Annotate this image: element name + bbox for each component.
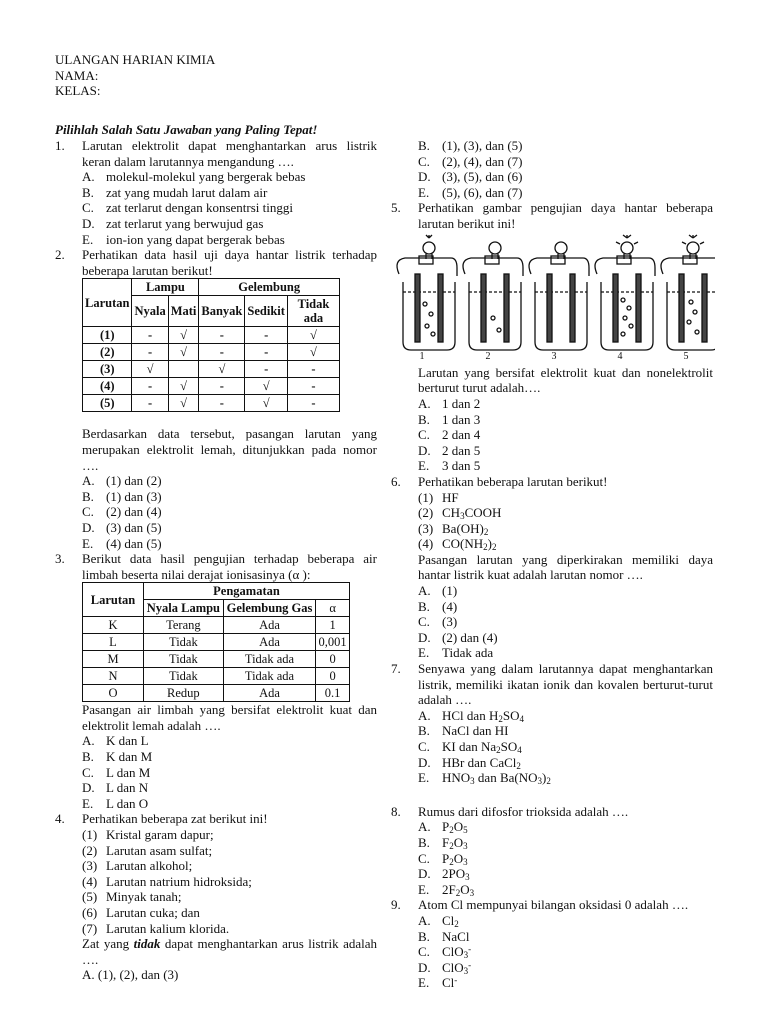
question-5 <box>391 200 713 474</box>
table-cell: K <box>83 617 144 634</box>
option <box>55 733 377 749</box>
question-9 <box>391 897 713 991</box>
table-cell: (2) <box>83 344 132 361</box>
option <box>55 796 377 812</box>
conductivity-table <box>82 278 340 412</box>
question-text: Rumus dari difosfor trioksida adalah …. <box>418 803 629 819</box>
option-letter: E. <box>418 770 430 786</box>
option-letter: B. <box>418 138 430 153</box>
option-letter: C. <box>418 614 430 630</box>
option-letter: C. <box>418 739 430 754</box>
question-number: 6. <box>391 473 401 489</box>
question-followup: Berdasarkan data tersebut, pasangan larutan yang merupakan elektrolit lemah, ditunjukkan pada nomor …. <box>82 426 377 473</box>
option-letter: B. <box>418 411 430 427</box>
option <box>391 882 713 898</box>
option-letter: E. <box>418 645 430 661</box>
table-cell: - <box>245 344 288 361</box>
question-text: Perhatikan beberapa zat berikut ini! <box>82 811 268 827</box>
option <box>55 200 377 216</box>
option-letter: C. <box>418 427 430 443</box>
question-4 <box>55 811 377 983</box>
option <box>391 138 713 154</box>
question-number: 9. <box>391 897 401 913</box>
option-text: (3) <box>442 614 458 630</box>
option-letter: D. <box>418 754 431 770</box>
table-row <box>83 344 340 361</box>
option-formula: $P_2O_3$ <box>442 850 468 867</box>
option <box>55 749 377 765</box>
option-formula: ClO$_3$- <box>442 959 472 976</box>
option-text: (1), (3), dan (5) <box>442 138 523 153</box>
table-row <box>83 327 340 344</box>
option-formula: $Cl_2$ <box>442 912 459 929</box>
option-formula: $F_2O_3$ <box>442 834 468 851</box>
table-cell: Tidak <box>144 634 224 651</box>
option <box>391 630 713 646</box>
table-cell <box>168 361 199 378</box>
item-text: Larutan asam sulfat; <box>106 842 213 858</box>
option-text: K dan M <box>106 749 153 765</box>
table-cell: - <box>199 378 245 395</box>
option-formula: ClO$_3$- <box>442 944 472 961</box>
question-number: 4. <box>55 811 65 827</box>
option-text: (4) <box>442 598 458 614</box>
option <box>391 723 713 739</box>
option-text: 2 dan 4 <box>442 427 481 443</box>
option <box>55 536 377 552</box>
question-text: Perhatikan gambar pengujian daya hantar beberapa larutan berikut ini! <box>418 200 713 231</box>
option-letter: A. <box>82 473 95 489</box>
question-number: 2. <box>55 247 65 263</box>
option-text: L dan O <box>106 795 149 811</box>
option-letter: A. <box>82 169 95 185</box>
test-cell-5 <box>661 235 715 350</box>
table-row <box>83 617 350 634</box>
table-cell: 0 <box>316 668 350 685</box>
table-cell: 1 <box>316 617 350 634</box>
option-letter: D. <box>82 215 95 231</box>
option <box>391 755 713 771</box>
exam-header <box>55 52 215 99</box>
cell-label: 4 <box>617 351 623 363</box>
option-text: 2 dan 5 <box>442 442 481 458</box>
question-text: Perhatikan beberapa larutan berikut! <box>418 473 608 489</box>
option-text: ion-ion yang dapat bergerak bebas <box>106 231 285 247</box>
option-text: (4) dan (5) <box>106 535 162 551</box>
option-letter: A. <box>82 967 95 983</box>
table-cell: - <box>132 395 168 412</box>
option <box>391 851 713 867</box>
option <box>391 645 713 661</box>
option-letter: A. <box>82 733 95 749</box>
option <box>55 504 377 520</box>
item-text: Larutan alkohol; <box>106 858 193 874</box>
table-cell: O <box>83 685 144 702</box>
option-letter: B. <box>418 834 430 850</box>
question-text: Perhatikan data hasil uji daya hantar listrik terhadap beberapa larutan berikut! <box>82 247 377 278</box>
question-followup: Larutan yang bersifat elektrolit kuat dan nonelektrolit berturut turut adalah…. <box>418 364 713 396</box>
option <box>391 412 713 428</box>
option-text: (3), (5), dan (6) <box>442 169 523 185</box>
option <box>391 866 713 882</box>
option <box>55 967 377 983</box>
option-text: (1) dan (3) <box>106 488 162 504</box>
option-letter: B. <box>418 928 430 944</box>
test-cell-3 <box>529 242 589 350</box>
table-cell: √ <box>199 361 245 378</box>
option <box>391 960 713 976</box>
option <box>55 780 377 796</box>
question-text: Senyawa yang dalam larutannya dapat menghantarkan listrik, memiliki ikatan ionik dan kovalen berturut-turut adalah …. <box>418 661 713 708</box>
option-letter: D. <box>418 169 431 185</box>
item-number: (6) <box>82 905 98 920</box>
table-cell: √ <box>168 395 199 412</box>
option <box>391 443 713 459</box>
table-cell: - <box>132 378 168 395</box>
list-item <box>391 505 713 521</box>
table-cell: - <box>132 327 168 344</box>
table-cell: - <box>132 344 168 361</box>
question-followup: Pasangan larutan yang diperkirakan memiliki daya hantar listrik kuat adalah larutan nomor …. <box>418 551 713 583</box>
option <box>55 489 377 505</box>
option-letter: B. <box>82 184 94 200</box>
option-text: zat terlarut dengan konsentrsi tinggi <box>106 200 294 216</box>
table-cell: √ <box>245 395 288 412</box>
followup-text-c: dapat menghantarkan arus listrik adalah …. <box>82 936 378 967</box>
option-text: Tidak ada <box>442 645 494 661</box>
header-tidak-ada: Tidak ada <box>287 296 339 327</box>
option-text: 1 dan 2 <box>442 395 481 411</box>
question-7 <box>391 661 713 786</box>
option <box>391 154 713 170</box>
item-text: Larutan natrium hidroksida; <box>106 873 252 889</box>
option-letter: E. <box>82 535 94 551</box>
table-cell: Tidak ada <box>223 668 315 685</box>
option-letter: C. <box>82 504 94 520</box>
option-text: (5), (6), dan (7) <box>442 184 523 200</box>
table-cell: - <box>287 361 339 378</box>
option-letter: A. <box>418 912 431 928</box>
list-item <box>391 521 713 537</box>
option <box>391 975 713 991</box>
table-cell: - <box>199 395 245 412</box>
test-cell-2 <box>463 242 523 350</box>
option-text: K dan L <box>106 733 149 749</box>
table-row <box>83 651 350 668</box>
option-formula: HCl dan $H_2SO_4$ <box>442 707 524 724</box>
option-letter: E. <box>418 975 430 991</box>
option <box>391 599 713 615</box>
option <box>391 185 713 201</box>
kelas-label: KELAS: <box>55 83 101 99</box>
option-text: (2) dan (4) <box>442 629 498 645</box>
header-gelembung-gas: Gelembung Gas <box>223 600 315 617</box>
table-cell: - <box>245 361 288 378</box>
option-letter: B. <box>418 598 430 614</box>
item-number: (3) <box>418 520 434 536</box>
table-cell: - <box>287 395 339 412</box>
option-text: (3) dan (5) <box>106 519 162 535</box>
option-letter: A. <box>418 395 431 411</box>
emphasis-tidak: tidak <box>133 936 161 952</box>
header-mati: Mati <box>168 296 199 327</box>
item-formula: $Ba(OH)_2$ <box>442 520 489 537</box>
table-cell: √ <box>132 361 168 378</box>
option <box>55 185 377 201</box>
option-letter: E. <box>418 184 430 200</box>
option-text: (1) dan (2) <box>106 473 162 489</box>
conductivity-apparatus-illustration <box>389 234 715 362</box>
option-letter: A. <box>418 707 431 723</box>
cell-label: 5 <box>683 351 689 363</box>
option-text: L dan M <box>106 764 151 780</box>
header-banyak: Banyak <box>199 296 245 327</box>
item-text: Larutan cuka; dan <box>106 905 200 920</box>
option-letter: A. <box>418 819 431 835</box>
option-letter: C. <box>418 850 430 866</box>
followup-text-a: Zat yang <box>82 936 130 952</box>
item-number: (7) <box>82 920 98 936</box>
option <box>55 473 377 489</box>
item-number: (2) <box>82 842 98 858</box>
option-letter: E. <box>418 458 430 474</box>
table-row <box>83 685 350 702</box>
wastewater-table <box>82 582 350 702</box>
list-item <box>391 536 713 552</box>
option-text: zat terlarut yang berwujud gas <box>106 215 264 231</box>
question-followup <box>55 936 377 967</box>
item-text: HF <box>442 489 459 505</box>
option-formula: KI dan $Na_2SO_4$ <box>442 739 522 755</box>
question-6 <box>391 474 713 661</box>
option-text: (2) dan (4) <box>106 504 162 520</box>
table-cell: √ <box>168 344 199 361</box>
option <box>391 739 713 755</box>
option-text: (2), (4), dan (7) <box>442 153 523 169</box>
instruction: Pilihlah Salah Satu Jawaban yang Paling Tepat! <box>55 122 318 137</box>
header-gelembung: Gelembung <box>199 279 340 296</box>
item-text: Kristal garam dapur; <box>106 827 214 843</box>
table-cell: √ <box>168 378 199 395</box>
table-row <box>83 378 340 395</box>
item-text: Minyak tanah; <box>106 889 182 905</box>
option-letter: C. <box>418 944 430 960</box>
option-formula: NaCl dan HI <box>442 723 509 739</box>
option-letter: A. <box>418 583 431 599</box>
cell-label: 2 <box>485 351 491 363</box>
option <box>391 770 713 786</box>
list-item <box>391 490 713 506</box>
question-text: Larutan elektrolit dapat menghantarkan arus listrik keran dalam larutannya mengandung …. <box>82 138 377 169</box>
option <box>391 929 713 945</box>
item-number: (5) <box>82 889 98 905</box>
table-cell: - <box>199 327 245 344</box>
option <box>391 458 713 474</box>
option <box>391 944 713 960</box>
option-formula: NaCl <box>442 928 470 944</box>
list-item <box>55 889 377 905</box>
question-text: Atom Cl mempunyai bilangan oksidasi 0 adalah …. <box>418 897 689 913</box>
option-formula: Cl- <box>442 975 458 991</box>
option <box>391 427 713 443</box>
table-cell: - <box>287 378 339 395</box>
option <box>55 520 377 536</box>
question-3 <box>55 551 377 811</box>
item-number: (3) <box>82 858 98 874</box>
header-alpha: α <box>316 600 350 617</box>
item-formula: $CH_3COOH$ <box>442 505 502 522</box>
item-number: (4) <box>418 536 434 552</box>
table-row <box>83 395 340 412</box>
cell-label: 1 <box>419 351 425 363</box>
option-text: (1) <box>442 583 458 599</box>
table-row <box>83 668 350 685</box>
header-sedikit: Sedikit <box>245 296 288 327</box>
list-item <box>55 843 377 859</box>
option-letter: C. <box>82 200 94 216</box>
table-cell: √ <box>287 344 339 361</box>
option <box>391 819 713 835</box>
list-item <box>55 874 377 890</box>
table-cell: √ <box>287 327 339 344</box>
option-formula: $2PO_3$ <box>442 866 470 883</box>
option <box>55 216 377 232</box>
option-letter: D. <box>82 519 95 535</box>
question-number: 8. <box>391 803 401 819</box>
test-cell-1 <box>397 235 457 350</box>
question-text: Berikut data hasil pengujian terhadap beberapa air limbah beserta nilai derajat ionisasinya (α ): <box>82 551 377 582</box>
question-2 <box>55 247 377 551</box>
option-formula: $P_2O_5$ <box>442 819 468 836</box>
option-text: zat yang mudah larut dalam air <box>106 184 268 200</box>
list-item <box>55 921 377 937</box>
option-letter: C. <box>418 153 430 169</box>
option-text: 1 dan 3 <box>442 411 481 427</box>
item-formula: $CO(NH_2)_2$ <box>442 536 497 553</box>
list-item <box>55 905 377 921</box>
table-row <box>83 634 350 651</box>
header-nyala-lampu: Nyala Lampu <box>144 600 224 617</box>
option-letter: E. <box>82 231 94 247</box>
table-cell: 0,001 <box>316 634 350 651</box>
nama-label: NAMA: <box>55 67 99 83</box>
table-cell: Ada <box>223 617 315 634</box>
header-lampu: Lampu <box>132 279 199 296</box>
option-formula: HBr dan CaCl$_2$ <box>442 754 521 771</box>
table-cell: Ada <box>223 634 315 651</box>
left-column <box>55 138 377 983</box>
option-letter: D. <box>82 780 95 796</box>
item-text: Larutan kalium klorida. <box>106 920 230 936</box>
table-cell: (5) <box>83 395 132 412</box>
exam-title: ULANGAN HARIAN KIMIA <box>55 52 216 67</box>
option-letter: E. <box>82 795 94 811</box>
header-nyala: Nyala <box>132 296 168 327</box>
option <box>55 765 377 781</box>
table-cell: (1) <box>83 327 132 344</box>
table-cell: (3) <box>83 361 132 378</box>
table-cell: 0.1 <box>316 685 350 702</box>
option-text: 3 dan 5 <box>442 458 481 474</box>
table-cell: L <box>83 634 144 651</box>
header-larutan: Larutan <box>83 583 144 617</box>
table-cell: Tidak ada <box>223 651 315 668</box>
table-row <box>83 361 340 378</box>
option-text: (1), (2), dan (3) <box>97 967 179 983</box>
table-cell: 0 <box>316 651 350 668</box>
question-followup: Pasangan air limbah yang bersifat elektrolit kuat dan elektrolit lemah adalah …. <box>82 702 377 733</box>
table-cell: (4) <box>83 378 132 395</box>
option <box>391 913 713 929</box>
header-larutan: Larutan <box>83 279 132 327</box>
option <box>391 583 713 599</box>
table-cell: N <box>83 668 144 685</box>
test-cell-4 <box>595 235 655 350</box>
list-item <box>55 858 377 874</box>
option <box>55 169 377 185</box>
option <box>391 835 713 851</box>
option-letter: B. <box>418 723 430 739</box>
option <box>391 708 713 724</box>
option-formula: $2F_2O_3$ <box>442 881 475 898</box>
option <box>391 614 713 630</box>
table-cell: Ada <box>223 685 315 702</box>
option-letter: E. <box>418 881 430 897</box>
table-cell: Redup <box>144 685 224 702</box>
header-pengamatan: Pengamatan <box>144 583 350 600</box>
option-text: L dan N <box>106 780 149 796</box>
option-letter: B. <box>82 749 94 765</box>
option-letter: B. <box>82 488 94 504</box>
table-cell: √ <box>245 378 288 395</box>
electrolysis-figure <box>389 234 713 365</box>
table-cell: - <box>199 344 245 361</box>
item-number: (4) <box>82 873 98 889</box>
table-cell: Tidak <box>144 651 224 668</box>
item-number: (1) <box>82 827 98 843</box>
question-number: 5. <box>391 200 401 216</box>
table-cell: Terang <box>144 617 224 634</box>
option-letter: D. <box>418 866 431 882</box>
option <box>391 396 713 412</box>
item-number: (2) <box>418 505 434 521</box>
option-formula: $HNO_3$ dan $Ba(NO_3)_2$ <box>442 770 551 787</box>
option-letter: D. <box>418 442 431 458</box>
option <box>55 232 377 248</box>
question-1 <box>55 138 377 247</box>
question-number: 3. <box>55 551 65 567</box>
item-number: (1) <box>418 489 434 505</box>
table-cell: Tidak <box>144 668 224 685</box>
option-text: molekul-molekul yang bergerak bebas <box>106 169 306 185</box>
table-cell: √ <box>168 327 199 344</box>
option <box>391 169 713 185</box>
question-number: 7. <box>391 661 401 677</box>
table-cell: M <box>83 651 144 668</box>
question-number: 1. <box>55 138 65 153</box>
cell-label: 3 <box>551 351 557 363</box>
option-letter: D. <box>418 629 431 645</box>
right-column <box>391 138 713 991</box>
option-letter: C. <box>82 764 94 780</box>
table-cell: - <box>245 327 288 344</box>
list-item <box>55 827 377 843</box>
question-8 <box>391 804 713 898</box>
option-letter: D. <box>418 959 431 975</box>
